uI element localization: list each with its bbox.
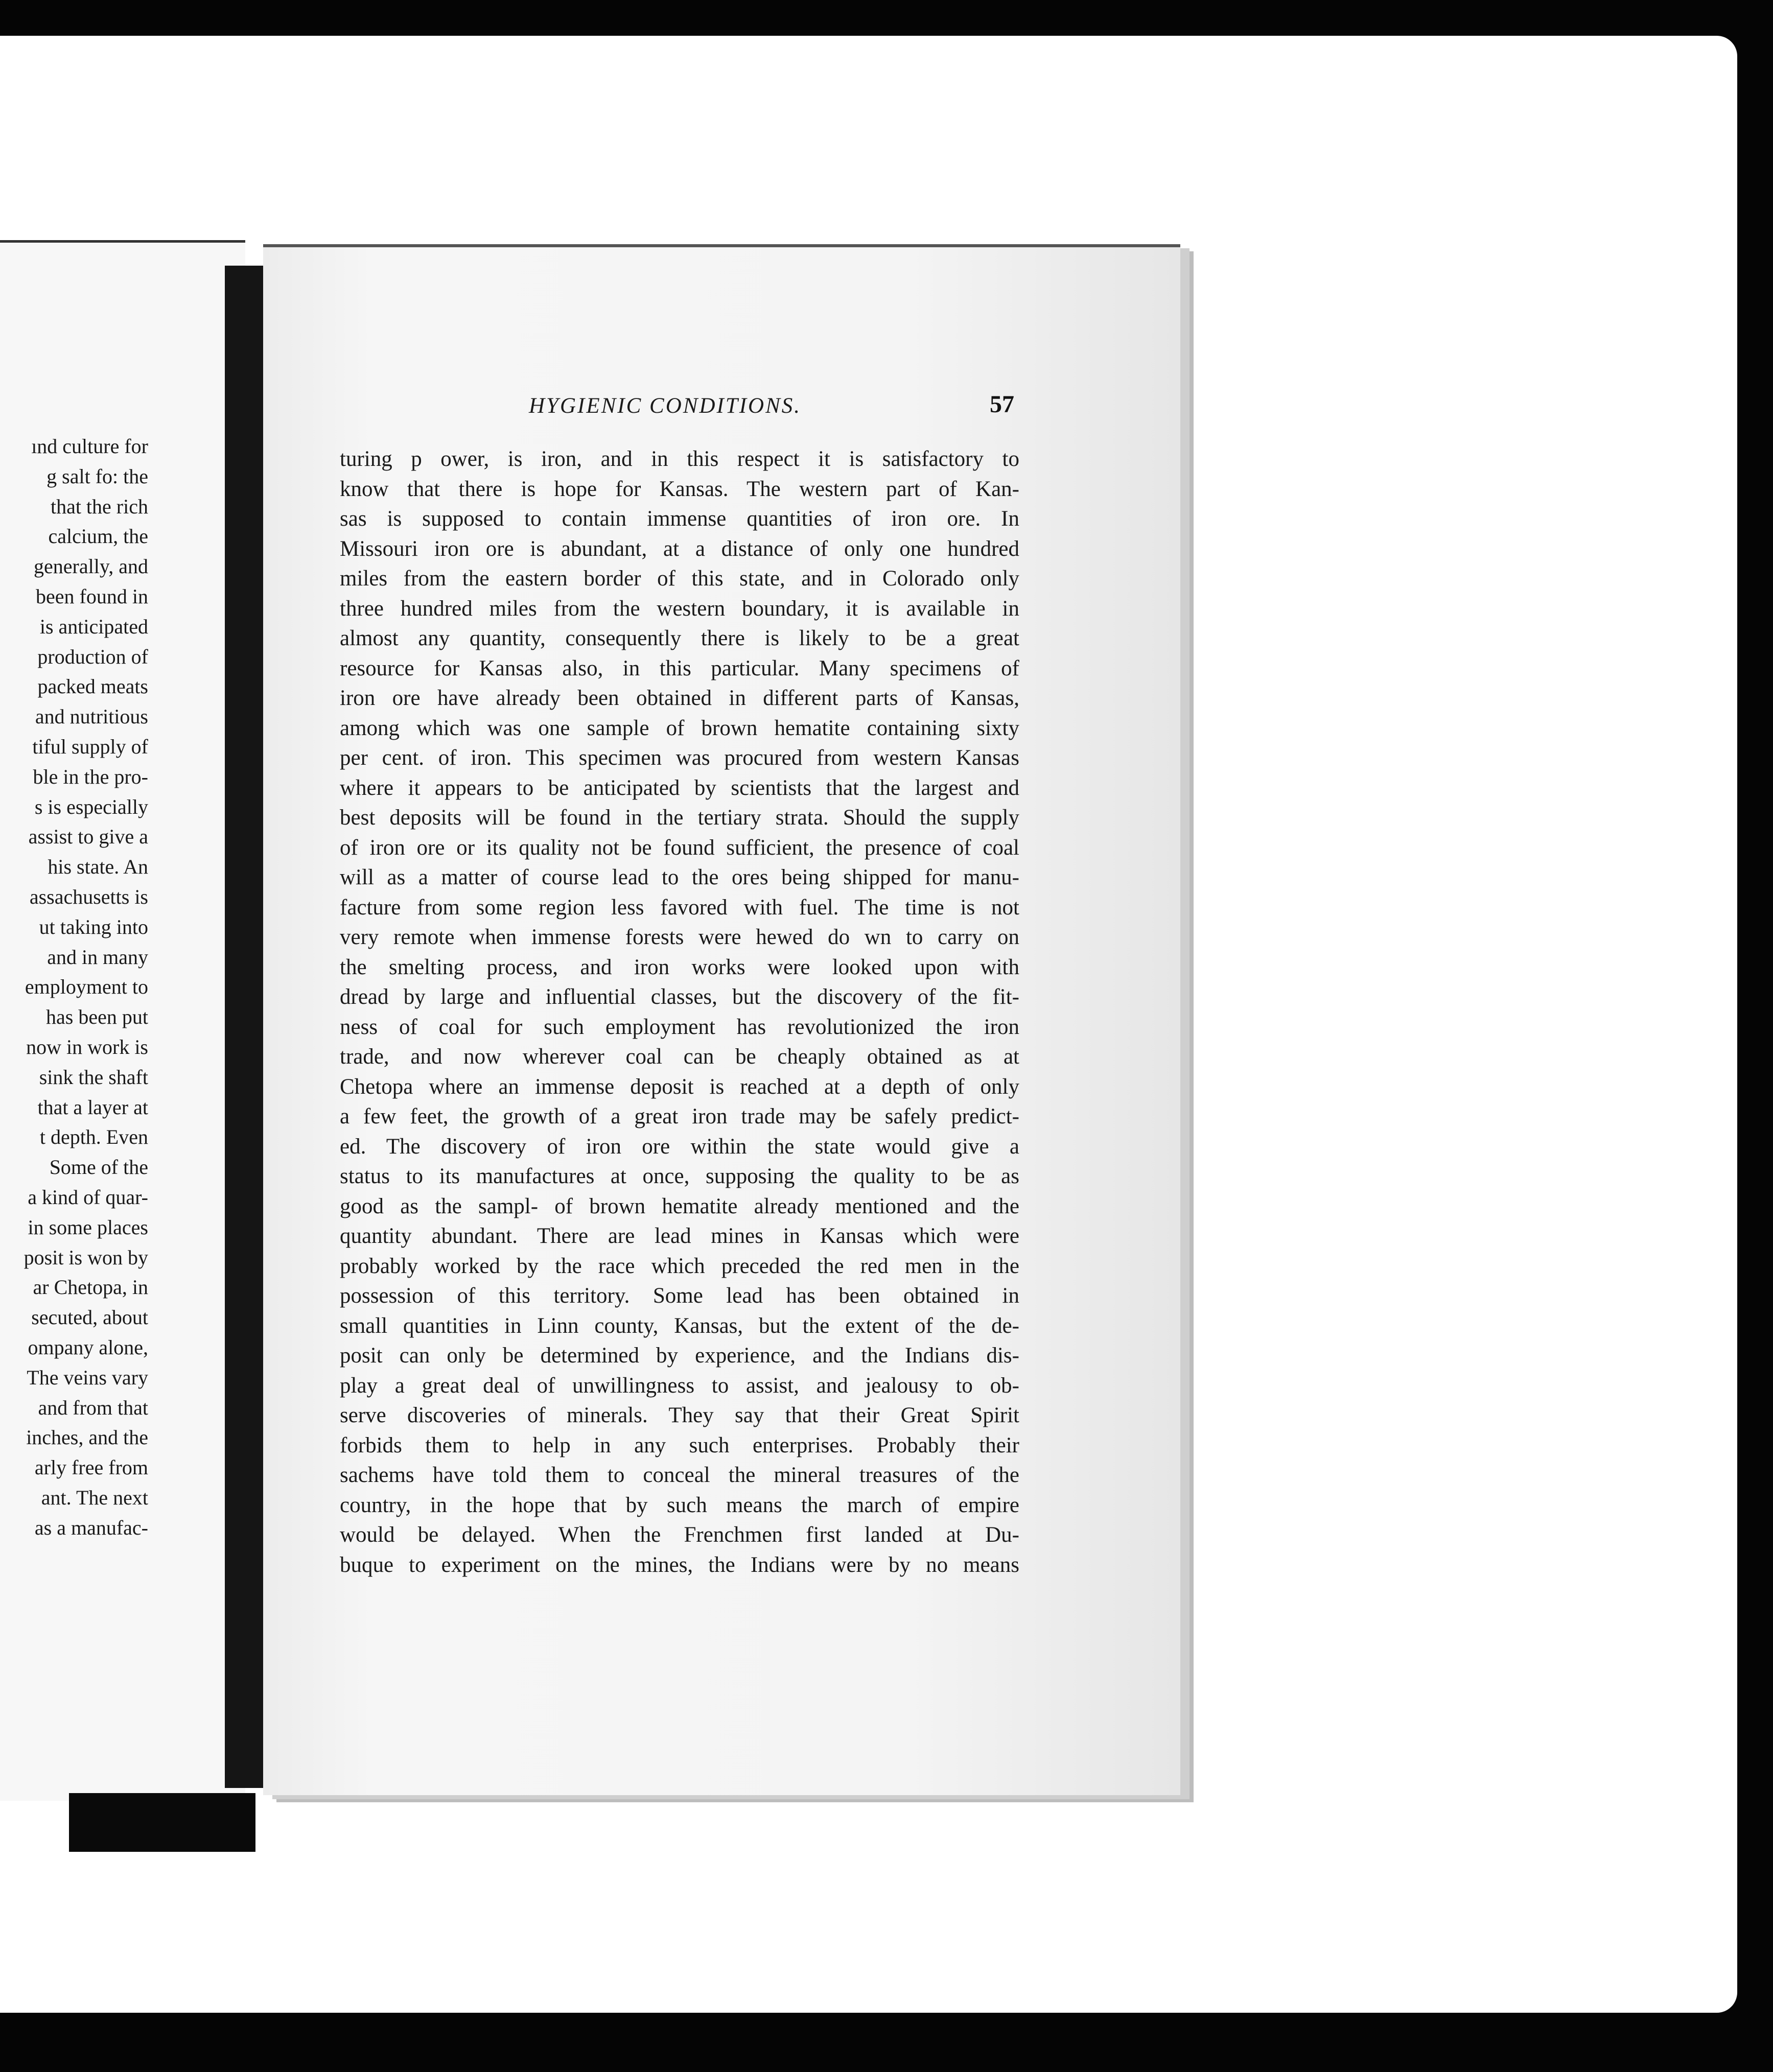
text-line: forbids them to help in any such enterprises. Probably their	[340, 1433, 1019, 1457]
left-page-line: t depth. Even	[39, 1125, 148, 1149]
left-page-line: and nutritious	[35, 705, 148, 728]
left-page-line: now in work is	[26, 1035, 148, 1058]
left-page-line: ompany alone,	[28, 1336, 148, 1359]
page-header	[263, 393, 1014, 429]
text-line: would be delayed. When the Frenchmen first landed at Du-	[340, 1523, 1019, 1547]
left-page-line: s is especially	[34, 795, 148, 818]
text-line: posit can only be determined by experience, and the Indians dis-	[340, 1344, 1019, 1368]
left-page-line: assachusetts is	[29, 885, 148, 908]
left-page-line: production of	[37, 645, 148, 668]
body-text	[340, 444, 1019, 1580]
left-page-line: calcium, the	[48, 525, 148, 548]
left-page-line: tiful supply of	[32, 735, 148, 758]
left-page-line: packed meats	[37, 675, 148, 698]
left-page-line: Some of the	[49, 1156, 148, 1179]
left-page-line: ar Chetopa, in	[33, 1276, 148, 1299]
text-line: Chetopa where an immense deposit is reached at a depth of only	[340, 1074, 1019, 1099]
text-line: among which was one sample of brown hematite containing sixty	[340, 716, 1019, 740]
text-line: quantity abundant. There are lead mines in Kansas which were	[340, 1224, 1019, 1248]
text-line: ed. The discovery of iron ore within the state would give a	[340, 1134, 1019, 1159]
left-page-line: The veins vary	[27, 1365, 148, 1389]
left-page-line: posit is won by	[24, 1245, 148, 1269]
text-line: small quantities in Linn county, Kansas, but the extent of the de-	[340, 1313, 1019, 1338]
text-line: know that there is hope for Kansas. The western part of Kan-	[340, 477, 1019, 501]
left-page-line: and in many	[47, 945, 148, 969]
left-page-line: as a manufac-	[34, 1516, 148, 1539]
left-page-line: a kind of quar-	[28, 1186, 148, 1209]
left-page-line: employment to	[25, 975, 148, 999]
left-page-line: g salt fo: the	[46, 464, 148, 488]
left-page-line: ble in the pro-	[33, 765, 148, 788]
text-line: ness of coal for such employment has revolutionized the iron	[340, 1015, 1019, 1039]
text-line: almost any quantity, consequently there is likely to be a great	[340, 626, 1019, 650]
text-line: of iron ore or its quality not be found sufficient, the presence of coal	[340, 835, 1019, 860]
text-line: probably worked by the race which preceded the red men in the	[340, 1254, 1019, 1278]
left-page-line: ut taking into	[39, 915, 148, 938]
left-page-line: ınd culture for	[31, 435, 148, 458]
text-line: possession of this territory. Some lead has been obtained in	[340, 1284, 1019, 1308]
left-page-line: has been put	[46, 1005, 148, 1029]
text-line: iron ore have already been obtained in different parts of Kansas,	[340, 686, 1019, 710]
text-line: good as the sampl- of brown hematite already mentioned and the	[340, 1194, 1019, 1218]
left-page-line: ant. The next	[41, 1486, 148, 1509]
left-page-line: that a layer at	[37, 1095, 148, 1119]
text-line: miles from the eastern border of this state, and in Colorado only	[340, 567, 1019, 591]
text-line: very remote when immense forests were hewed do wn to carry on	[340, 925, 1019, 949]
text-line: dread by large and influential classes, but the discovery of the fit-	[340, 985, 1019, 1009]
left-page-line: generally, and	[34, 555, 148, 578]
running-head: HYGIENIC CONDITIONS.	[529, 394, 802, 418]
text-line: trade, and now wherever coal can be cheaply obtained as at	[340, 1045, 1019, 1069]
left-page-text	[0, 243, 245, 1801]
left-page-line: been found in	[36, 585, 148, 608]
left-page-line: is anticipated	[39, 615, 148, 638]
text-line: sas is supposed to contain immense quantities of iron ore. In	[340, 507, 1019, 531]
left-page-line: that the rich	[50, 495, 148, 518]
left-page-line: his state. An	[48, 855, 148, 879]
text-line: will as a matter of course lead to the ores being shipped for manu-	[340, 865, 1019, 889]
text-line: country, in the hope that by such means the march of empire	[340, 1493, 1019, 1517]
left-page-line: secuted, about	[31, 1306, 148, 1329]
text-line: buque to experiment on the mines, the Indians were by no means	[340, 1552, 1019, 1577]
film-border-top	[0, 0, 1773, 36]
text-line: the smelting process, and iron works were looked upon with	[340, 955, 1019, 979]
text-line: where it appears to be anticipated by scientists that the largest and	[340, 775, 1019, 800]
text-line: sachems have told them to conceal the mineral treasures of the	[340, 1463, 1019, 1487]
left-page-line: assist to give a	[28, 825, 148, 849]
left-page	[0, 240, 245, 1801]
text-line: resource for Kansas also, in this particular. Many specimens of	[340, 656, 1019, 680]
text-line: turing p ower, is iron, and in this respect it is satisfactory to	[340, 447, 1019, 471]
text-line: facture from some region less favored with fuel. The time is not	[340, 895, 1019, 920]
text-line: serve discoveries of minerals. They say that their Great Spirit	[340, 1403, 1019, 1427]
film-border-bottom	[0, 2013, 1773, 2072]
left-page-line: inches, and the	[26, 1426, 148, 1449]
text-line: play a great deal of unwillingness to assist, and jealousy to ob-	[340, 1373, 1019, 1398]
left-page-line: in some places	[28, 1215, 148, 1239]
text-line: status to its manufactures at once, supposing the quality to be as	[340, 1164, 1019, 1188]
text-line: Missouri iron ore is abundant, at a distance of only one hundred	[340, 536, 1019, 561]
spine-tab	[69, 1793, 255, 1852]
left-page-line: sink the shaft	[39, 1065, 148, 1089]
text-line: per cent. of iron. This specimen was procured from western Kansas	[340, 746, 1019, 770]
left-page-line: arly free from	[34, 1456, 148, 1479]
left-page-line: and from that	[38, 1396, 148, 1419]
text-line: best deposits will be found in the tertiary strata. Should the supply	[340, 806, 1019, 830]
text-line: a few feet, the growth of a great iron trade may be safely predict-	[340, 1104, 1019, 1128]
page-number: 57	[990, 391, 1014, 418]
text-line: three hundred miles from the western boundary, it is available in	[340, 596, 1019, 621]
